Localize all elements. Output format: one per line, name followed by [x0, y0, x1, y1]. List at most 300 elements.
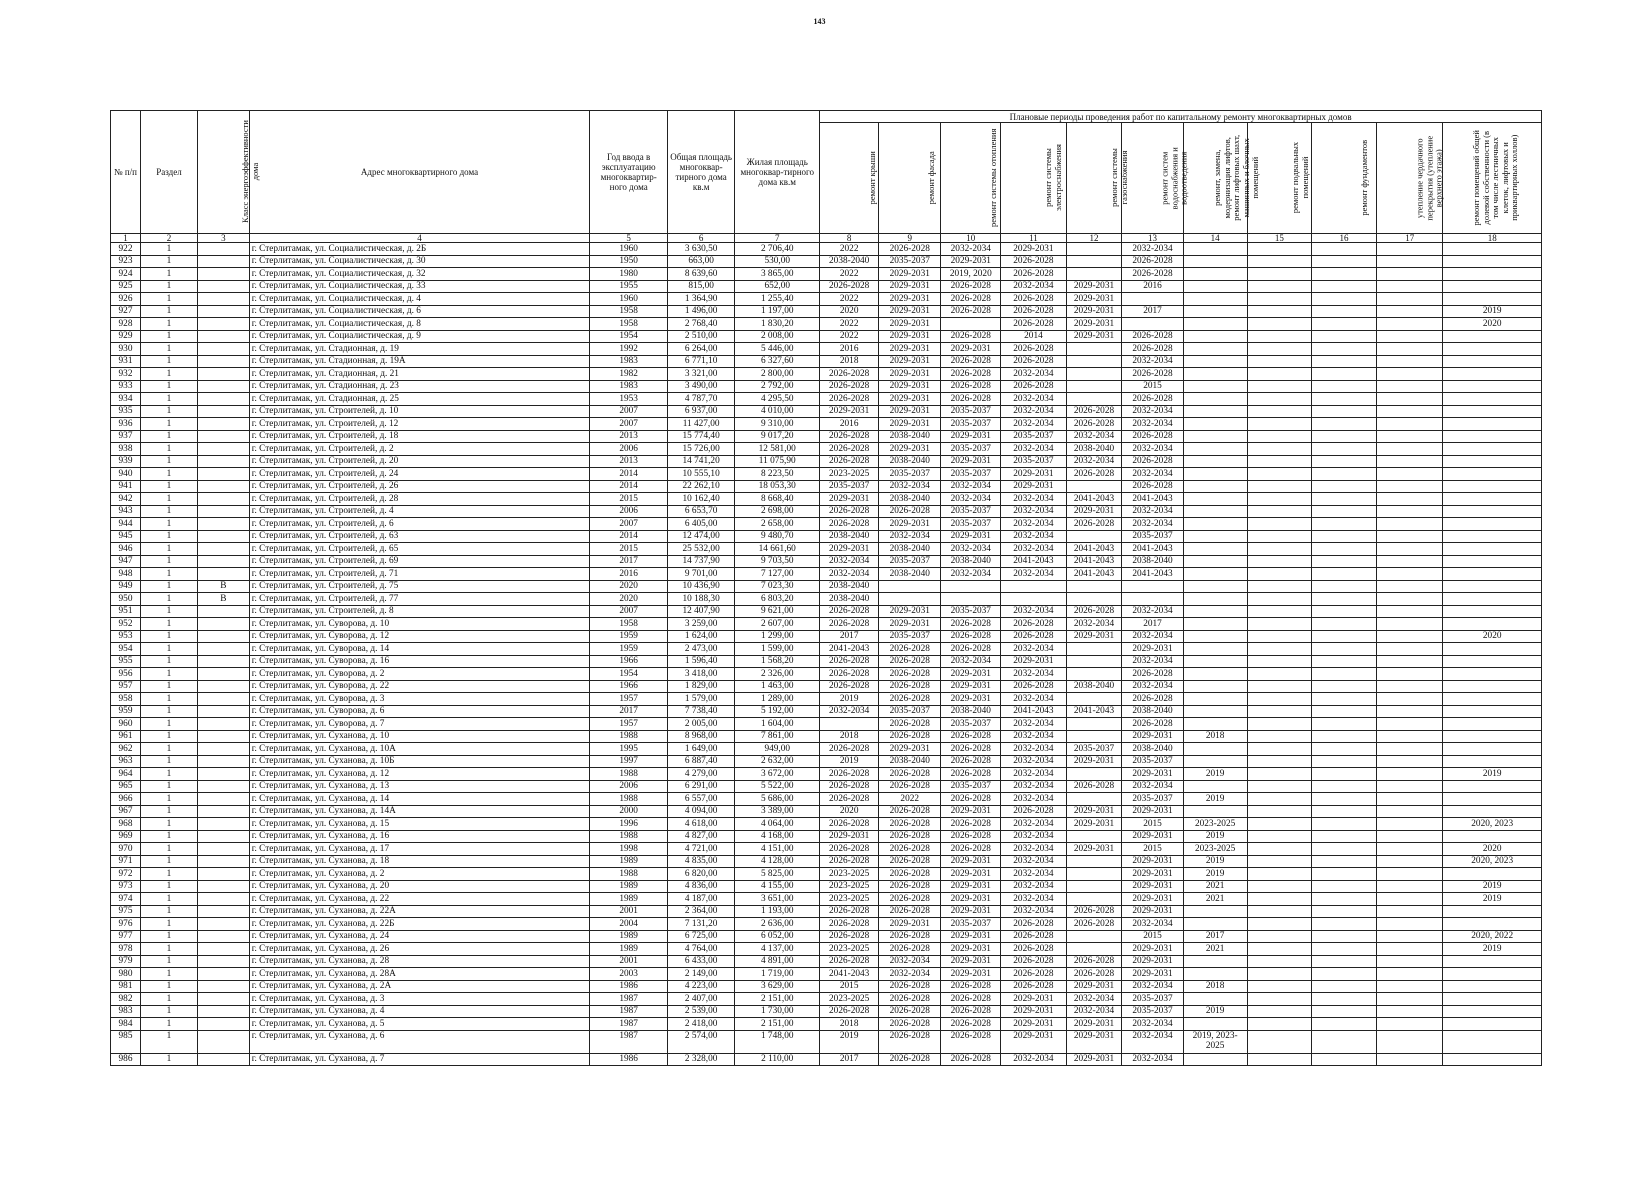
table-cell: 2026-2028 — [820, 455, 879, 468]
table-cell: 2032-2034 — [1122, 918, 1183, 931]
table-cell — [197, 743, 249, 756]
table-cell: 2026-2028 — [941, 380, 1001, 393]
table-cell: 2026-2028 — [879, 1018, 941, 1031]
table-cell: 2041-2043 — [1001, 555, 1066, 568]
table-cell — [1247, 293, 1311, 306]
table-cell: 2026-2028 — [941, 355, 1001, 368]
table-cell: 2035-2037 — [1001, 430, 1066, 443]
table-cell — [1377, 505, 1443, 518]
table-cell: 2035-2037 — [1122, 993, 1183, 1006]
table-cell: 2026-2028 — [941, 293, 1001, 306]
table-cell — [1443, 468, 1542, 481]
table-cell: 2032-2034 — [1001, 843, 1066, 856]
table-cell: 2026-2028 — [820, 905, 879, 918]
table-cell — [197, 518, 249, 531]
address-cell: г. Стерлитамак, ул. Социалистическая, д. 8 — [249, 318, 590, 331]
table-cell: 1 — [141, 918, 198, 931]
header-col-class: Класс энергоэффективности дома — [197, 111, 249, 234]
table-cell: 2020 — [1443, 843, 1542, 856]
table-cell: 3 630,50 — [667, 243, 734, 256]
table-cell: 2017 — [590, 555, 668, 568]
table-cell — [1247, 718, 1311, 731]
table-cell: 2035-2037 — [941, 780, 1001, 793]
table-cell — [197, 805, 249, 818]
table-cell: 2026-2028 — [879, 668, 941, 681]
table-cell: 2029-2031 — [941, 530, 1001, 543]
address-cell: г. Стерлитамак, ул. Суворова, д. 16 — [249, 655, 590, 668]
table-cell — [1183, 805, 1247, 818]
table-cell: 964 — [111, 768, 141, 781]
table-cell: 2020 — [1443, 630, 1542, 643]
table-cell — [1443, 1018, 1542, 1031]
table-cell — [1377, 993, 1443, 1006]
table-cell: 1958 — [590, 305, 668, 318]
table-cell: 948 — [111, 568, 141, 581]
table-cell — [197, 405, 249, 418]
table-cell: 2026-2028 — [820, 843, 879, 856]
table-cell — [1247, 843, 1311, 856]
table-cell: 1 — [141, 930, 198, 943]
table-cell — [1377, 718, 1443, 731]
table-cell: 2026-2028 — [1122, 330, 1183, 343]
table-cell — [1247, 805, 1311, 818]
table-cell: 7 023,30 — [735, 580, 820, 593]
table-cell: 1 — [141, 330, 198, 343]
table-cell — [1443, 730, 1542, 743]
table-cell: 2022 — [820, 268, 879, 281]
table-cell: 2 698,00 — [735, 505, 820, 518]
table-cell: 2041-2043 — [820, 643, 879, 656]
table-cell: 2 607,00 — [735, 618, 820, 631]
table-cell: 1 — [141, 455, 198, 468]
table-cell — [1377, 305, 1443, 318]
table-cell — [1377, 668, 1443, 681]
table-cell: 1989 — [590, 893, 668, 906]
table-cell — [1443, 268, 1542, 281]
table-cell: 2026-2028 — [941, 1030, 1001, 1053]
table-cell: 2 632,00 — [735, 755, 820, 768]
table-cell — [197, 318, 249, 331]
table-cell: 2026-2028 — [1122, 430, 1183, 443]
table-cell — [1377, 543, 1443, 556]
table-cell — [1443, 680, 1542, 693]
column-number: 4 — [249, 234, 590, 243]
address-cell: г. Стерлитамак, ул. Строителей, д. 4 — [249, 505, 590, 518]
table-cell: 2022 — [820, 330, 879, 343]
table-cell: 6 557,00 — [667, 793, 734, 806]
table-cell — [1247, 1030, 1311, 1053]
table-cell: 2014 — [1001, 330, 1066, 343]
table-cell: 2021 — [1183, 880, 1247, 893]
table-cell — [1443, 868, 1542, 881]
table-cell — [1311, 993, 1376, 1006]
table-cell: 2032-2034 — [1122, 655, 1183, 668]
table-cell — [197, 630, 249, 643]
table-cell: 2007 — [590, 405, 668, 418]
table-cell: 12 474,00 — [667, 530, 734, 543]
table-cell: 2026-2028 — [1001, 630, 1066, 643]
table-cell — [1183, 1053, 1247, 1066]
table-cell: 972 — [111, 868, 141, 881]
table-cell: 1 — [141, 868, 198, 881]
table-row — [111, 418, 1542, 431]
table-cell: 2032-2034 — [1001, 543, 1066, 556]
address-cell: г. Стерлитамак, ул. Суханова, д. 20 — [249, 880, 590, 893]
table-cell: 2023-2025 — [820, 468, 879, 481]
table-cell: 2017 — [590, 705, 668, 718]
table-cell — [1183, 368, 1247, 381]
table-cell: 2026-2028 — [879, 730, 941, 743]
table-cell: 2029-2031 — [1066, 843, 1122, 856]
table-cell: 2 005,00 — [667, 718, 734, 731]
table-cell: 10 162,40 — [667, 493, 734, 506]
table-cell — [1311, 805, 1376, 818]
table-cell — [1183, 268, 1247, 281]
table-cell: 2029-2031 — [941, 680, 1001, 693]
table-cell: 2029-2031 — [941, 255, 1001, 268]
table-cell: 2015 — [1122, 380, 1183, 393]
table-cell — [1311, 1030, 1376, 1053]
table-cell — [1443, 505, 1542, 518]
table-cell — [1443, 605, 1542, 618]
table-cell: 2032-2034 — [1001, 518, 1066, 531]
table-cell: 2026-2028 — [879, 655, 941, 668]
table-cell: 1 299,00 — [735, 630, 820, 643]
table-cell — [1247, 543, 1311, 556]
header-work-foundation: ремонт фундаментов — [1311, 123, 1376, 234]
table-cell — [1247, 455, 1311, 468]
table-cell: 1986 — [590, 1053, 668, 1066]
table-cell: 1 — [141, 743, 198, 756]
table-cell: 933 — [111, 380, 141, 393]
table-cell: 1 193,00 — [735, 905, 820, 918]
address-cell: г. Стерлитамак, ул. Суханова, д. 26 — [249, 943, 590, 956]
table-cell: 2029-2031 — [1122, 943, 1183, 956]
table-cell: 2041-2043 — [1066, 543, 1122, 556]
table-cell: 2029-2031 — [941, 943, 1001, 956]
table-cell: 2001 — [590, 955, 668, 968]
table-cell — [1377, 480, 1443, 493]
table-cell — [1443, 593, 1542, 606]
table-cell: 2038-2040 — [879, 455, 941, 468]
table-cell — [1066, 255, 1122, 268]
table-cell: 2017 — [820, 1053, 879, 1066]
table-cell — [1183, 393, 1247, 406]
table-row — [111, 980, 1542, 993]
table-cell: 960 — [111, 718, 141, 731]
table-cell — [1377, 330, 1443, 343]
table-cell: 2029-2031 — [879, 343, 941, 356]
table-cell: 3 259,00 — [667, 618, 734, 631]
table-cell: 2026-2028 — [941, 305, 1001, 318]
table-cell: 2032-2034 — [879, 955, 941, 968]
table-cell — [1311, 280, 1376, 293]
table-cell: 2032-2034 — [941, 655, 1001, 668]
table-cell: 2026-2028 — [879, 943, 941, 956]
table-cell: 956 — [111, 668, 141, 681]
table-row — [111, 305, 1542, 318]
table-cell: 2041-2043 — [1066, 555, 1122, 568]
table-cell — [1311, 730, 1376, 743]
address-cell: г. Стерлитамак, ул. Строителей, д. 12 — [249, 418, 590, 431]
table-cell: 2026-2028 — [941, 730, 1001, 743]
table-cell — [1377, 818, 1443, 831]
table-cell — [1311, 618, 1376, 631]
table-cell — [1247, 1053, 1311, 1066]
table-row — [111, 943, 1542, 956]
address-cell: г. Стерлитамак, ул. Суханова, д. 14А — [249, 805, 590, 818]
table-cell: 2016 — [590, 568, 668, 581]
table-cell — [1311, 493, 1376, 506]
table-cell: 25 532,00 — [667, 543, 734, 556]
table-cell — [1183, 680, 1247, 693]
table-cell: 2019 — [1443, 943, 1542, 956]
table-cell: 1 — [141, 968, 198, 981]
table-cell: 2029-2031 — [941, 930, 1001, 943]
table-cell: 2029-2031 — [941, 968, 1001, 981]
column-number: 9 — [879, 234, 941, 243]
table-cell — [1443, 293, 1542, 306]
table-cell: 15 726,00 — [667, 443, 734, 456]
table-cell — [1247, 493, 1311, 506]
address-cell: г. Стерлитамак, ул. Суворова, д. 3 — [249, 693, 590, 706]
table-cell — [197, 255, 249, 268]
table-cell — [1183, 955, 1247, 968]
table-cell: 2032-2034 — [1001, 493, 1066, 506]
table-cell: 2026-2028 — [820, 668, 879, 681]
table-cell: 1987 — [590, 1030, 668, 1053]
table-cell: 2029-2031 — [1001, 1005, 1066, 1018]
table-cell: 1 — [141, 843, 198, 856]
table-cell — [1311, 930, 1376, 943]
table-cell — [1247, 380, 1311, 393]
table-cell — [197, 343, 249, 356]
table-cell: 2020 — [1443, 318, 1542, 331]
table-cell — [197, 655, 249, 668]
table-cell: 2032-2034 — [1001, 643, 1066, 656]
table-cell: 2029-2031 — [1066, 1030, 1122, 1053]
table-cell — [1122, 293, 1183, 306]
table-row — [111, 255, 1542, 268]
table-cell: 2026-2028 — [820, 743, 879, 756]
table-cell — [197, 330, 249, 343]
table-cell — [1377, 855, 1443, 868]
table-cell: 2035-2037 — [941, 443, 1001, 456]
table-cell: 4 787,70 — [667, 393, 734, 406]
table-cell: 2038-2040 — [879, 430, 941, 443]
table-cell — [1443, 655, 1542, 668]
table-cell — [1183, 780, 1247, 793]
table-cell — [1311, 443, 1376, 456]
table-cell — [1183, 280, 1247, 293]
table-cell: 938 — [111, 443, 141, 456]
table-cell — [1443, 918, 1542, 931]
table-row — [111, 243, 1542, 256]
table-cell: 1 — [141, 468, 198, 481]
table-cell: 2029-2031 — [941, 668, 1001, 681]
header-plan-title: Плановые периоды проведения работ по капитальному ремонту многоквартирных домов — [820, 111, 1542, 123]
table-cell: 4 010,00 — [735, 405, 820, 418]
table-cell — [1311, 968, 1376, 981]
table-cell: 1 — [141, 705, 198, 718]
table-cell — [1443, 705, 1542, 718]
table-cell: 954 — [111, 643, 141, 656]
table-cell: 1 — [141, 443, 198, 456]
table-cell: 1982 — [590, 368, 668, 381]
table-cell: 1959 — [590, 643, 668, 656]
column-number: 13 — [1122, 234, 1183, 243]
table-cell — [1311, 480, 1376, 493]
column-number: 17 — [1377, 234, 1443, 243]
table-cell — [1443, 668, 1542, 681]
table-cell: 958 — [111, 693, 141, 706]
address-cell: г. Стерлитамак, ул. Строителей, д. 8 — [249, 605, 590, 618]
table-cell: 967 — [111, 805, 141, 818]
table-cell — [197, 268, 249, 281]
table-cell: 2026-2028 — [879, 505, 941, 518]
table-cell: 2026-2028 — [1066, 955, 1122, 968]
table-cell: 2026-2028 — [820, 918, 879, 931]
table-cell: 10 436,90 — [667, 580, 734, 593]
table-cell: 2 510,00 — [667, 330, 734, 343]
table-row — [111, 393, 1542, 406]
table-cell: 2019 — [1183, 793, 1247, 806]
table-cell — [1183, 318, 1247, 331]
table-cell: 1 — [141, 893, 198, 906]
table-cell: 2035-2037 — [879, 705, 941, 718]
table-cell: 3 672,00 — [735, 768, 820, 781]
table-cell: 1958 — [590, 618, 668, 631]
table-cell: 969 — [111, 830, 141, 843]
table-cell: 2026-2028 — [820, 680, 879, 693]
table-cell: 14 661,60 — [735, 543, 820, 556]
table-cell: 2017 — [1122, 305, 1183, 318]
capital-repair-table — [110, 110, 1542, 1066]
table-cell — [197, 705, 249, 718]
table-cell: 1 — [141, 243, 198, 256]
table-row — [111, 330, 1542, 343]
table-cell: 1958 — [590, 318, 668, 331]
table-cell — [1443, 330, 1542, 343]
table-cell — [1377, 893, 1443, 906]
address-cell: г. Стерлитамак, ул. Строителей, д. 65 — [249, 543, 590, 556]
table-cell: 2038-2040 — [820, 530, 879, 543]
table-cell: 2035-2037 — [941, 505, 1001, 518]
table-cell — [1247, 430, 1311, 443]
table-cell: 6 653,70 — [667, 505, 734, 518]
table-cell — [1377, 293, 1443, 306]
table-cell: 2026-2028 — [941, 768, 1001, 781]
table-cell: 2026-2028 — [879, 980, 941, 993]
table-cell: 970 — [111, 843, 141, 856]
table-cell — [197, 693, 249, 706]
table-cell — [1443, 755, 1542, 768]
address-cell: г. Стерлитамак, ул. Строителей, д. 28 — [249, 493, 590, 506]
address-cell: г. Стерлитамак, ул. Суханова, д. 2А — [249, 980, 590, 993]
header-col-section: Раздел — [141, 111, 198, 234]
address-cell: г. Стерлитамак, ул. Строителей, д. 18 — [249, 430, 590, 443]
table-cell: 2026-2028 — [879, 768, 941, 781]
table-row — [111, 343, 1542, 356]
table-cell: 2032-2034 — [1001, 893, 1066, 906]
table-cell — [1247, 830, 1311, 843]
table-cell: 2032-2034 — [941, 243, 1001, 256]
table-cell — [1377, 430, 1443, 443]
table-cell — [1247, 955, 1311, 968]
table-cell: 966 — [111, 793, 141, 806]
table-cell: 2029-2031 — [1066, 318, 1122, 331]
address-cell: г. Стерлитамак, ул. Суханова, д. 22А — [249, 905, 590, 918]
table-cell: 2017 — [1183, 930, 1247, 943]
table-cell — [1122, 580, 1183, 593]
table-cell: 2 328,00 — [667, 1053, 734, 1066]
table-row — [111, 630, 1542, 643]
table-row — [111, 505, 1542, 518]
table-cell: 4 295,50 — [735, 393, 820, 406]
table-cell — [1311, 343, 1376, 356]
address-cell: г. Стерлитамак, ул. Социалистическая, д. 33 — [249, 280, 590, 293]
table-cell: 2019 — [1443, 768, 1542, 781]
table-cell: 1 — [141, 793, 198, 806]
table-cell — [1443, 905, 1542, 918]
table-row — [111, 530, 1542, 543]
table-cell: 2019 — [1443, 893, 1542, 906]
table-cell: 2019 — [820, 693, 879, 706]
table-cell — [1443, 443, 1542, 456]
table-cell: 2032-2034 — [1122, 468, 1183, 481]
table-cell: 2032-2034 — [1001, 905, 1066, 918]
table-cell — [1183, 918, 1247, 931]
table-cell — [941, 318, 1001, 331]
table-cell: 2026-2028 — [941, 1005, 1001, 1018]
table-cell: 2029-2031 — [1066, 293, 1122, 306]
table-cell — [197, 393, 249, 406]
table-cell — [1377, 980, 1443, 993]
table-cell — [1443, 1005, 1542, 1018]
table-row — [111, 855, 1542, 868]
table-cell: 2032-2034 — [1122, 518, 1183, 531]
table-cell: 2029-2031 — [1122, 830, 1183, 843]
table-cell: 2032-2034 — [1001, 505, 1066, 518]
address-cell: г. Стерлитамак, ул. Социалистическая, д. 2Б — [249, 243, 590, 256]
table-cell: 2029-2031 — [1122, 768, 1183, 781]
table-cell: 2022 — [820, 318, 879, 331]
table-row — [111, 430, 1542, 443]
table-cell: 2032-2034 — [1066, 618, 1122, 631]
table-cell — [1183, 430, 1247, 443]
table-cell: 7 131,20 — [667, 918, 734, 931]
table-cell — [1247, 993, 1311, 1006]
table-cell: 953 — [111, 630, 141, 643]
table-cell: 2035-2037 — [1066, 743, 1122, 756]
table-cell: 971 — [111, 855, 141, 868]
table-cell: 2029-2031 — [1066, 630, 1122, 643]
header-work-basement: ремонт подвальных помещений — [1247, 123, 1311, 234]
table-cell: 950 — [111, 593, 141, 606]
table-cell — [1311, 643, 1376, 656]
table-cell: 2032-2034 — [1001, 568, 1066, 581]
table-row — [111, 280, 1542, 293]
table-cell: 2026-2028 — [941, 1018, 1001, 1031]
table-cell — [1066, 855, 1122, 868]
table-cell: 2029-2031 — [941, 880, 1001, 893]
address-cell: г. Стерлитамак, ул. Суворова, д. 12 — [249, 630, 590, 643]
table-cell — [1443, 480, 1542, 493]
table-cell: 2029-2031 — [1066, 755, 1122, 768]
table-cell: 1 — [141, 855, 198, 868]
table-cell — [1311, 818, 1376, 831]
table-cell — [1066, 693, 1122, 706]
